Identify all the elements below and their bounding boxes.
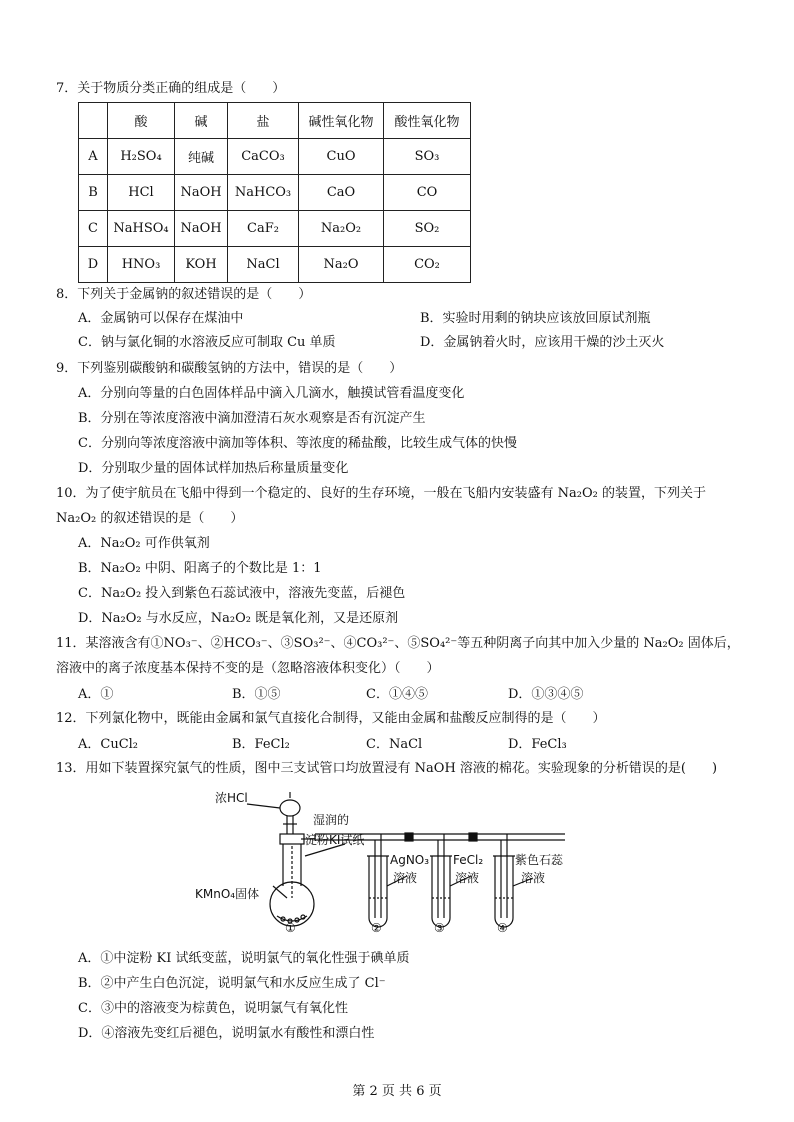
label-fecl2-solution: 溶液 (455, 871, 480, 885)
table-cell: HNO₃ (108, 247, 175, 283)
table-header: 碱 (175, 103, 228, 139)
q8-option-d: D．金属钠着火时，应该用干燥的沙土灭火 (420, 335, 665, 350)
q11-option-d: D．①③④⑤ (508, 687, 584, 702)
q12-option-d: D．FeCl₃ (508, 737, 567, 752)
q10-stem-cont: Na₂O₂ 的叙述错误的是（ ） (56, 511, 244, 526)
table-row (79, 247, 471, 283)
test-tube-4 (495, 856, 513, 927)
table-header: 酸性氧化物 (384, 103, 471, 139)
table-header: 酸 (108, 103, 175, 139)
table-cell: NaHSO₄ (108, 211, 175, 247)
label-n2: ② (371, 921, 382, 934)
label-n1: ① (285, 921, 296, 934)
q8-option-b: B．实验时用剩的钠块应该放回原试剂瓶 (420, 311, 651, 326)
table-cell: SO₂ (384, 211, 471, 247)
q13-option-b: B．②中产生白色沉淀，说明氯气和水反应生成了 Cl⁻ (78, 976, 386, 991)
table-cell: Na₂O (299, 247, 384, 283)
table-cell: CaO (299, 175, 384, 211)
table-cell: 纯碱 (175, 139, 228, 175)
q9-stem: 9．下列鉴别碳酸钠和碳酸氢钠的方法中，错误的是（ ） (56, 361, 403, 376)
label-litmus: 紫色石蕊 (515, 853, 564, 867)
q7-stem: 7．关于物质分类正确的组成是（ ） (56, 81, 286, 96)
label-n3: ③ (434, 921, 445, 934)
table-cell: B (79, 175, 108, 211)
table-row (79, 175, 471, 211)
classification-table (78, 102, 471, 283)
q13-stem: 13．用如下装置探究氯气的性质，图中三支试管口均放置浸有 NaOH 溶液的棉花。实验现象的分析错误的是( ) (56, 761, 718, 776)
q12-stem: 12．下列氯化物中，既能由金属和氯气直接化合制得，又能由金属和盐酸反应制得的是（ ） (56, 711, 606, 726)
q9-option-b: B．分别在等浓度溶液中滴加澄清石灰水观察是否有沉淀产生 (78, 411, 426, 426)
q8-option-a: A．金属钠可以保存在煤油中 (78, 311, 244, 326)
chlorine-apparatus-figure (195, 786, 575, 934)
q12-option-c: C．NaCl (366, 737, 423, 752)
table-cell: CaF₂ (228, 211, 299, 247)
label-litmus-solution: 溶液 (521, 871, 546, 885)
label-fecl2: FeCl₂ (453, 853, 484, 867)
table-cell: KOH (175, 247, 228, 283)
table-cell: HCl (108, 175, 175, 211)
table-cell: NaOH (175, 175, 228, 211)
q10-option-d: D．Na₂O₂ 与水反应，Na₂O₂ 既是氧化剂，又是还原剂 (78, 611, 399, 626)
label-wet: 湿润的 (313, 813, 350, 827)
q13-option-d: D．④溶液先变红后褪色，说明氯水有酸性和漂白性 (78, 1026, 375, 1041)
table-row (79, 139, 471, 175)
table-cell: Na₂O₂ (299, 211, 384, 247)
table-cell: A (79, 139, 108, 175)
q11-stem: 11．某溶液含有①NO₃⁻、②HCO₃⁻、③SO₃²⁻、④CO₃²⁻、⑤SO₄²⁻等五种阴离子向其中加入少量的 Na₂O₂ 固体后， (56, 636, 740, 651)
label-n4: ④ (497, 921, 508, 934)
q9-option-d: D．分别取少量的固体试样加热后称量质量变化 (78, 461, 349, 476)
table-cell: NaCl (228, 247, 299, 283)
table-header: 盐 (228, 103, 299, 139)
table-cell: SO₃ (384, 139, 471, 175)
q8-stem: 8．下列关于金属钠的叙述错误的是（ ） (56, 287, 312, 302)
table-cell: NaHCO₃ (228, 175, 299, 211)
q12-option-a: A．CuCl₂ (78, 737, 139, 752)
table-row (79, 211, 471, 247)
q9-option-c: C．分别向等浓度溶液中滴加等体积、等浓度的稀盐酸，比较生成气体的快慢 (78, 436, 517, 451)
q11-option-a: A．① (78, 687, 114, 702)
table-cell: C (79, 211, 108, 247)
q13-option-a: A．①中淀粉 KI 试纸变蓝，说明氯气的氧化性强于碘单质 (78, 951, 410, 966)
q10-option-b: B．Na₂O₂ 中阴、阳离子的个数比是 1：1 (78, 561, 322, 576)
q8-option-c: C．钠与氯化铜的水溶液反应可制取 Cu 单质 (78, 335, 336, 350)
q10-stem: 10．为了使宇航员在飞船中得到一个稳定的、良好的生存环境，一般在飞船内安装盛有 Na₂O₂ 的装置，下列关于 (56, 486, 707, 501)
q11-option-c: C．①④⑤ (366, 687, 428, 702)
label-conc-hcl: 浓HCl (215, 791, 248, 805)
table-cell: CaCO₃ (228, 139, 299, 175)
table-header (79, 103, 108, 139)
q10-option-a: A．Na₂O₂ 可作供氧剂 (78, 536, 210, 551)
label-agno3-solution: 溶液 (393, 871, 418, 885)
page-footer: 第 2 页 共 6 页 (352, 1084, 442, 1099)
q9-option-a: A．分别向等量的白色固体样品中滴入几滴水，触摸试管看温度变化 (78, 386, 465, 401)
test-tube-3 (432, 856, 450, 927)
funnel-bulb (280, 800, 300, 816)
table-header: 碱性氧化物 (299, 103, 384, 139)
q12-option-b: B．FeCl₂ (232, 737, 290, 752)
table-cell: NaOH (175, 211, 228, 247)
q11-stem-cont: 溶液中的离子浓度基本保持不变的是（忽略溶液体积变化）（ ） (56, 661, 440, 676)
table-cell: H₂SO₄ (108, 139, 175, 175)
table-cell: D (79, 247, 108, 283)
q11-option-b: B．①⑤ (232, 687, 281, 702)
label-agno3: AgNO₃ (390, 853, 430, 867)
label-starch-ki-paper: 淀粉KI试纸 (305, 833, 365, 847)
table-header-row (79, 103, 471, 139)
label-kmno4: KMnO₄固体 (195, 887, 260, 901)
table-cell: CO₂ (384, 247, 471, 283)
q13-option-c: C．③中的溶液变为棕黄色，说明氯气有氧化性 (78, 1001, 348, 1016)
table-cell: CO (384, 175, 471, 211)
q10-option-c: C．Na₂O₂ 投入到紫色石蕊试液中，溶液先变蓝，后褪色 (78, 586, 406, 601)
table-cell: CuO (299, 139, 384, 175)
test-tube-2 (369, 856, 387, 927)
